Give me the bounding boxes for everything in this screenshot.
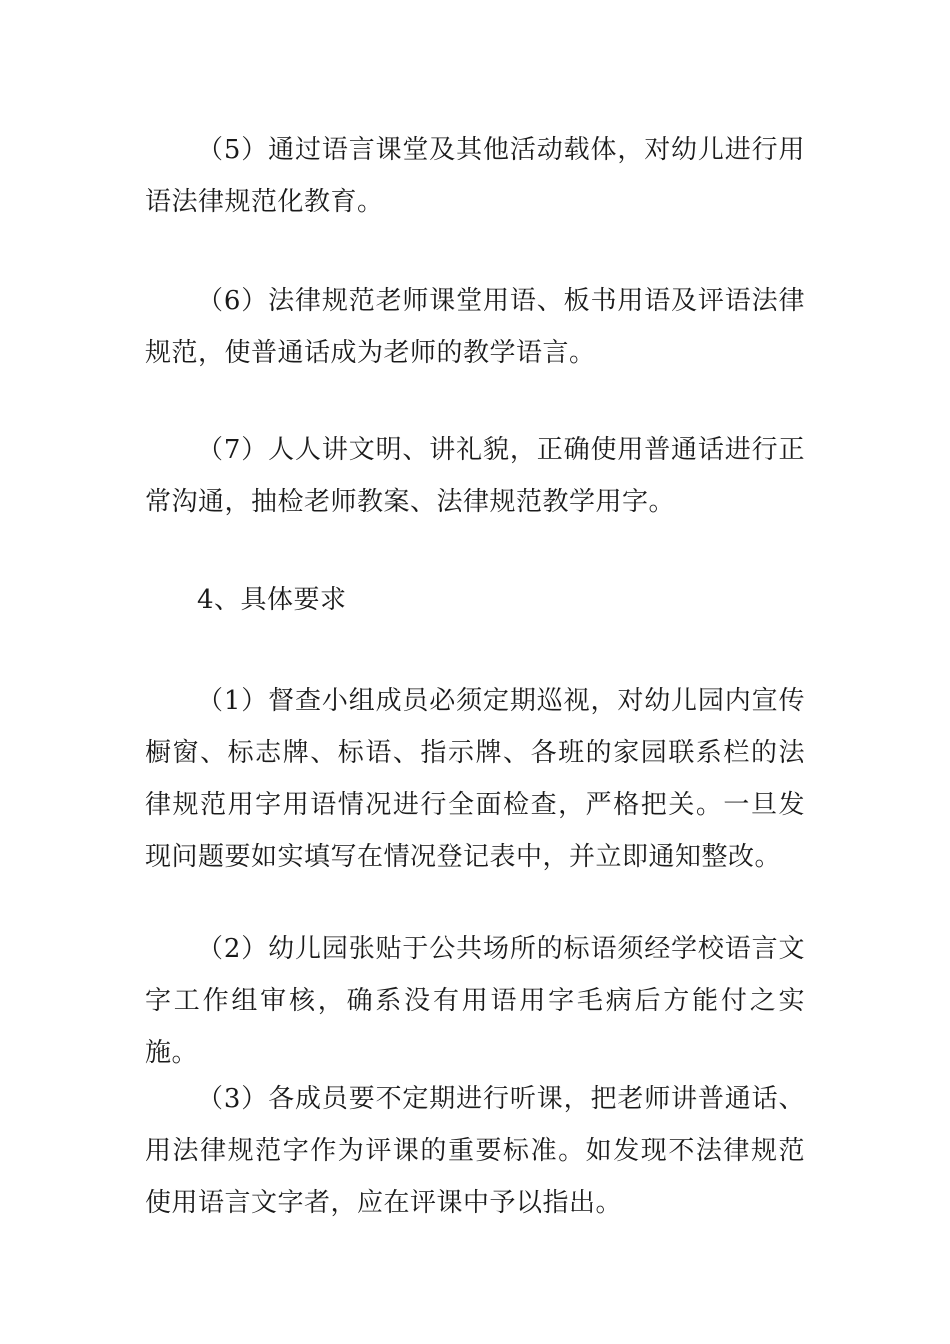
paragraph-requirement-2: （2）幼儿园张贴于公共场所的标语须经学校语言文字工作组审核，确系没有用语用字毛病后方能付之实施。 xyxy=(145,934,805,1068)
paragraph-item-5: （5）通过语言课堂及其他活动载体，对幼儿进行用语法律规范化教育。 xyxy=(145,135,805,217)
paragraph-item-6: （6）法律规范老师课堂用语、板书用语及评语法律规范，使普通话成为老师的教学语言。 xyxy=(145,286,805,368)
section-heading-requirements: 4、具体要求 xyxy=(197,585,347,615)
paragraph-requirement-3: （3）各成员要不定期进行听课，把老师讲普通话、用法律规范字作为评课的重要标准。如发现不法律规范使用语言文字者，应在评课中予以指出。 xyxy=(145,1084,805,1218)
paragraph-requirement-1: （1）督查小组成员必须定期巡视，对幼儿园内宣传橱窗、标志牌、标语、指示牌、各班的家园联系栏的法律规范用字用语情况进行全面检查，严格把关。一旦发现问题要如实填写在情况登记表中，并立即通知整改。 xyxy=(145,686,805,872)
paragraph-item-7: （7）人人讲文明、讲礼貌，正确使用普通话进行正常沟通，抽检老师教案、法律规范教学用字。 xyxy=(145,435,805,517)
